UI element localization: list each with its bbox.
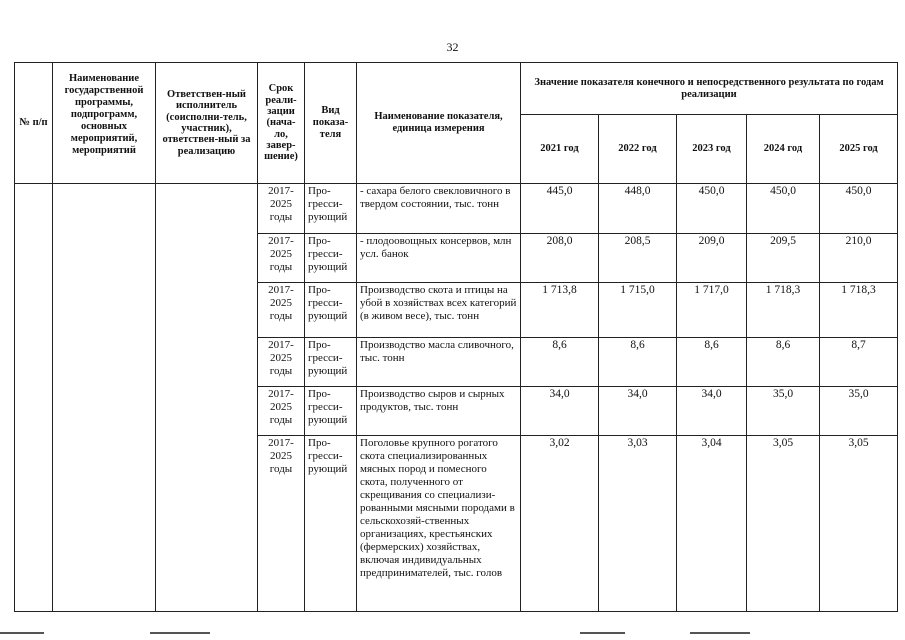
page-number: 32 — [446, 40, 459, 54]
header-indicator: Наименование показателя, единица измерения — [357, 63, 521, 184]
header-values-group: Значение показателя конечного и непосредственного результата по годам реализации — [521, 63, 898, 115]
header-executor: Ответствен-ный исполнитель (соисполни-тель, участник), ответствен-ный за реализацию — [156, 63, 258, 184]
header-num: № п/п — [15, 63, 53, 184]
period-cell: 2017-2025 годы — [258, 387, 305, 436]
indicator-cell: Производство скота и птицы на убой в хозяйствах всех категорий (в живом весе), тыс. тонн — [357, 283, 521, 338]
header-year-2021: 2021 год — [521, 115, 599, 184]
value-2024: 35,0 — [747, 387, 820, 436]
indicator-cell: Поголовье крупного рогатого скота специализированных мясных пород и помесного скота, полученного от скрещивания со специализи-рованными мясными породами в сельскохозяй-ственных организациях, крестьянских (фермерских) хозяйствах, включая индивидуальных предпринимателей, тыс. голов — [357, 436, 521, 612]
scan-edge-line — [690, 632, 750, 634]
executor-cell — [156, 184, 258, 612]
value-2024: 8,6 — [747, 338, 820, 387]
header-year-2023: 2023 год — [677, 115, 747, 184]
value-2023: 3,04 — [677, 436, 747, 612]
kind-cell: Про-гресси-рующий — [305, 387, 357, 436]
value-2025: 35,0 — [820, 387, 898, 436]
value-2021: 445,0 — [521, 184, 599, 234]
kind-cell: Про-гресси-рующий — [305, 184, 357, 234]
scan-edge-line — [150, 632, 210, 634]
value-2024: 450,0 — [747, 184, 820, 234]
value-2024: 209,5 — [747, 234, 820, 283]
value-2025: 3,05 — [820, 436, 898, 612]
value-2021: 1 713,8 — [521, 283, 599, 338]
value-2025: 210,0 — [820, 234, 898, 283]
kind-cell: Про-гресси-рующий — [305, 436, 357, 612]
program-cell — [53, 184, 156, 612]
kind-cell: Про-гресси-рующий — [305, 338, 357, 387]
header-kind: Вид показа-теля — [305, 63, 357, 184]
indicator-cell: Производство масла сливочного, тыс. тонн — [357, 338, 521, 387]
value-2022: 208,5 — [599, 234, 677, 283]
value-2023: 1 717,0 — [677, 283, 747, 338]
value-2021: 8,6 — [521, 338, 599, 387]
header-program: Наименование государственной программы, подпрограмм, основных мероприятий, мероприятий — [53, 63, 156, 184]
value-2022: 448,0 — [599, 184, 677, 234]
value-2022: 3,03 — [599, 436, 677, 612]
indicator-cell: - сахара белого свекловичного в твердом состоянии, тыс. тонн — [357, 184, 521, 234]
indicator-table — [14, 62, 898, 612]
value-2025: 8,7 — [820, 338, 898, 387]
header-year-2025: 2025 год — [820, 115, 898, 184]
value-2024: 1 718,3 — [747, 283, 820, 338]
value-2022: 8,6 — [599, 338, 677, 387]
value-2024: 3,05 — [747, 436, 820, 612]
value-2023: 8,6 — [677, 338, 747, 387]
indicator-cell: Производство сыров и сырных продуктов, тыс. тонн — [357, 387, 521, 436]
value-2021: 34,0 — [521, 387, 599, 436]
period-cell: 2017-2025 годы — [258, 436, 305, 612]
header-year-2024: 2024 год — [747, 115, 820, 184]
value-2021: 3,02 — [521, 436, 599, 612]
value-2022: 34,0 — [599, 387, 677, 436]
value-2023: 209,0 — [677, 234, 747, 283]
num-cell — [15, 184, 53, 612]
period-cell: 2017-2025 годы — [258, 184, 305, 234]
scan-edge-line — [580, 632, 625, 634]
indicator-cell: - плодоовощных консервов, млн усл. банок — [357, 234, 521, 283]
header-period: Срок реали-зации (нача-ло, завер-шение) — [258, 63, 305, 184]
value-2025: 450,0 — [820, 184, 898, 234]
period-cell: 2017-2025 годы — [258, 234, 305, 283]
period-cell: 2017-2025 годы — [258, 283, 305, 338]
header-year-2022: 2022 год — [599, 115, 677, 184]
kind-cell: Про-гресси-рующий — [305, 283, 357, 338]
value-2025: 1 718,3 — [820, 283, 898, 338]
value-2023: 34,0 — [677, 387, 747, 436]
table-row — [15, 184, 898, 234]
value-2023: 450,0 — [677, 184, 747, 234]
scan-edge-line — [0, 632, 44, 634]
value-2022: 1 715,0 — [599, 283, 677, 338]
kind-cell: Про-гресси-рующий — [305, 234, 357, 283]
period-cell: 2017-2025 годы — [258, 338, 305, 387]
value-2021: 208,0 — [521, 234, 599, 283]
